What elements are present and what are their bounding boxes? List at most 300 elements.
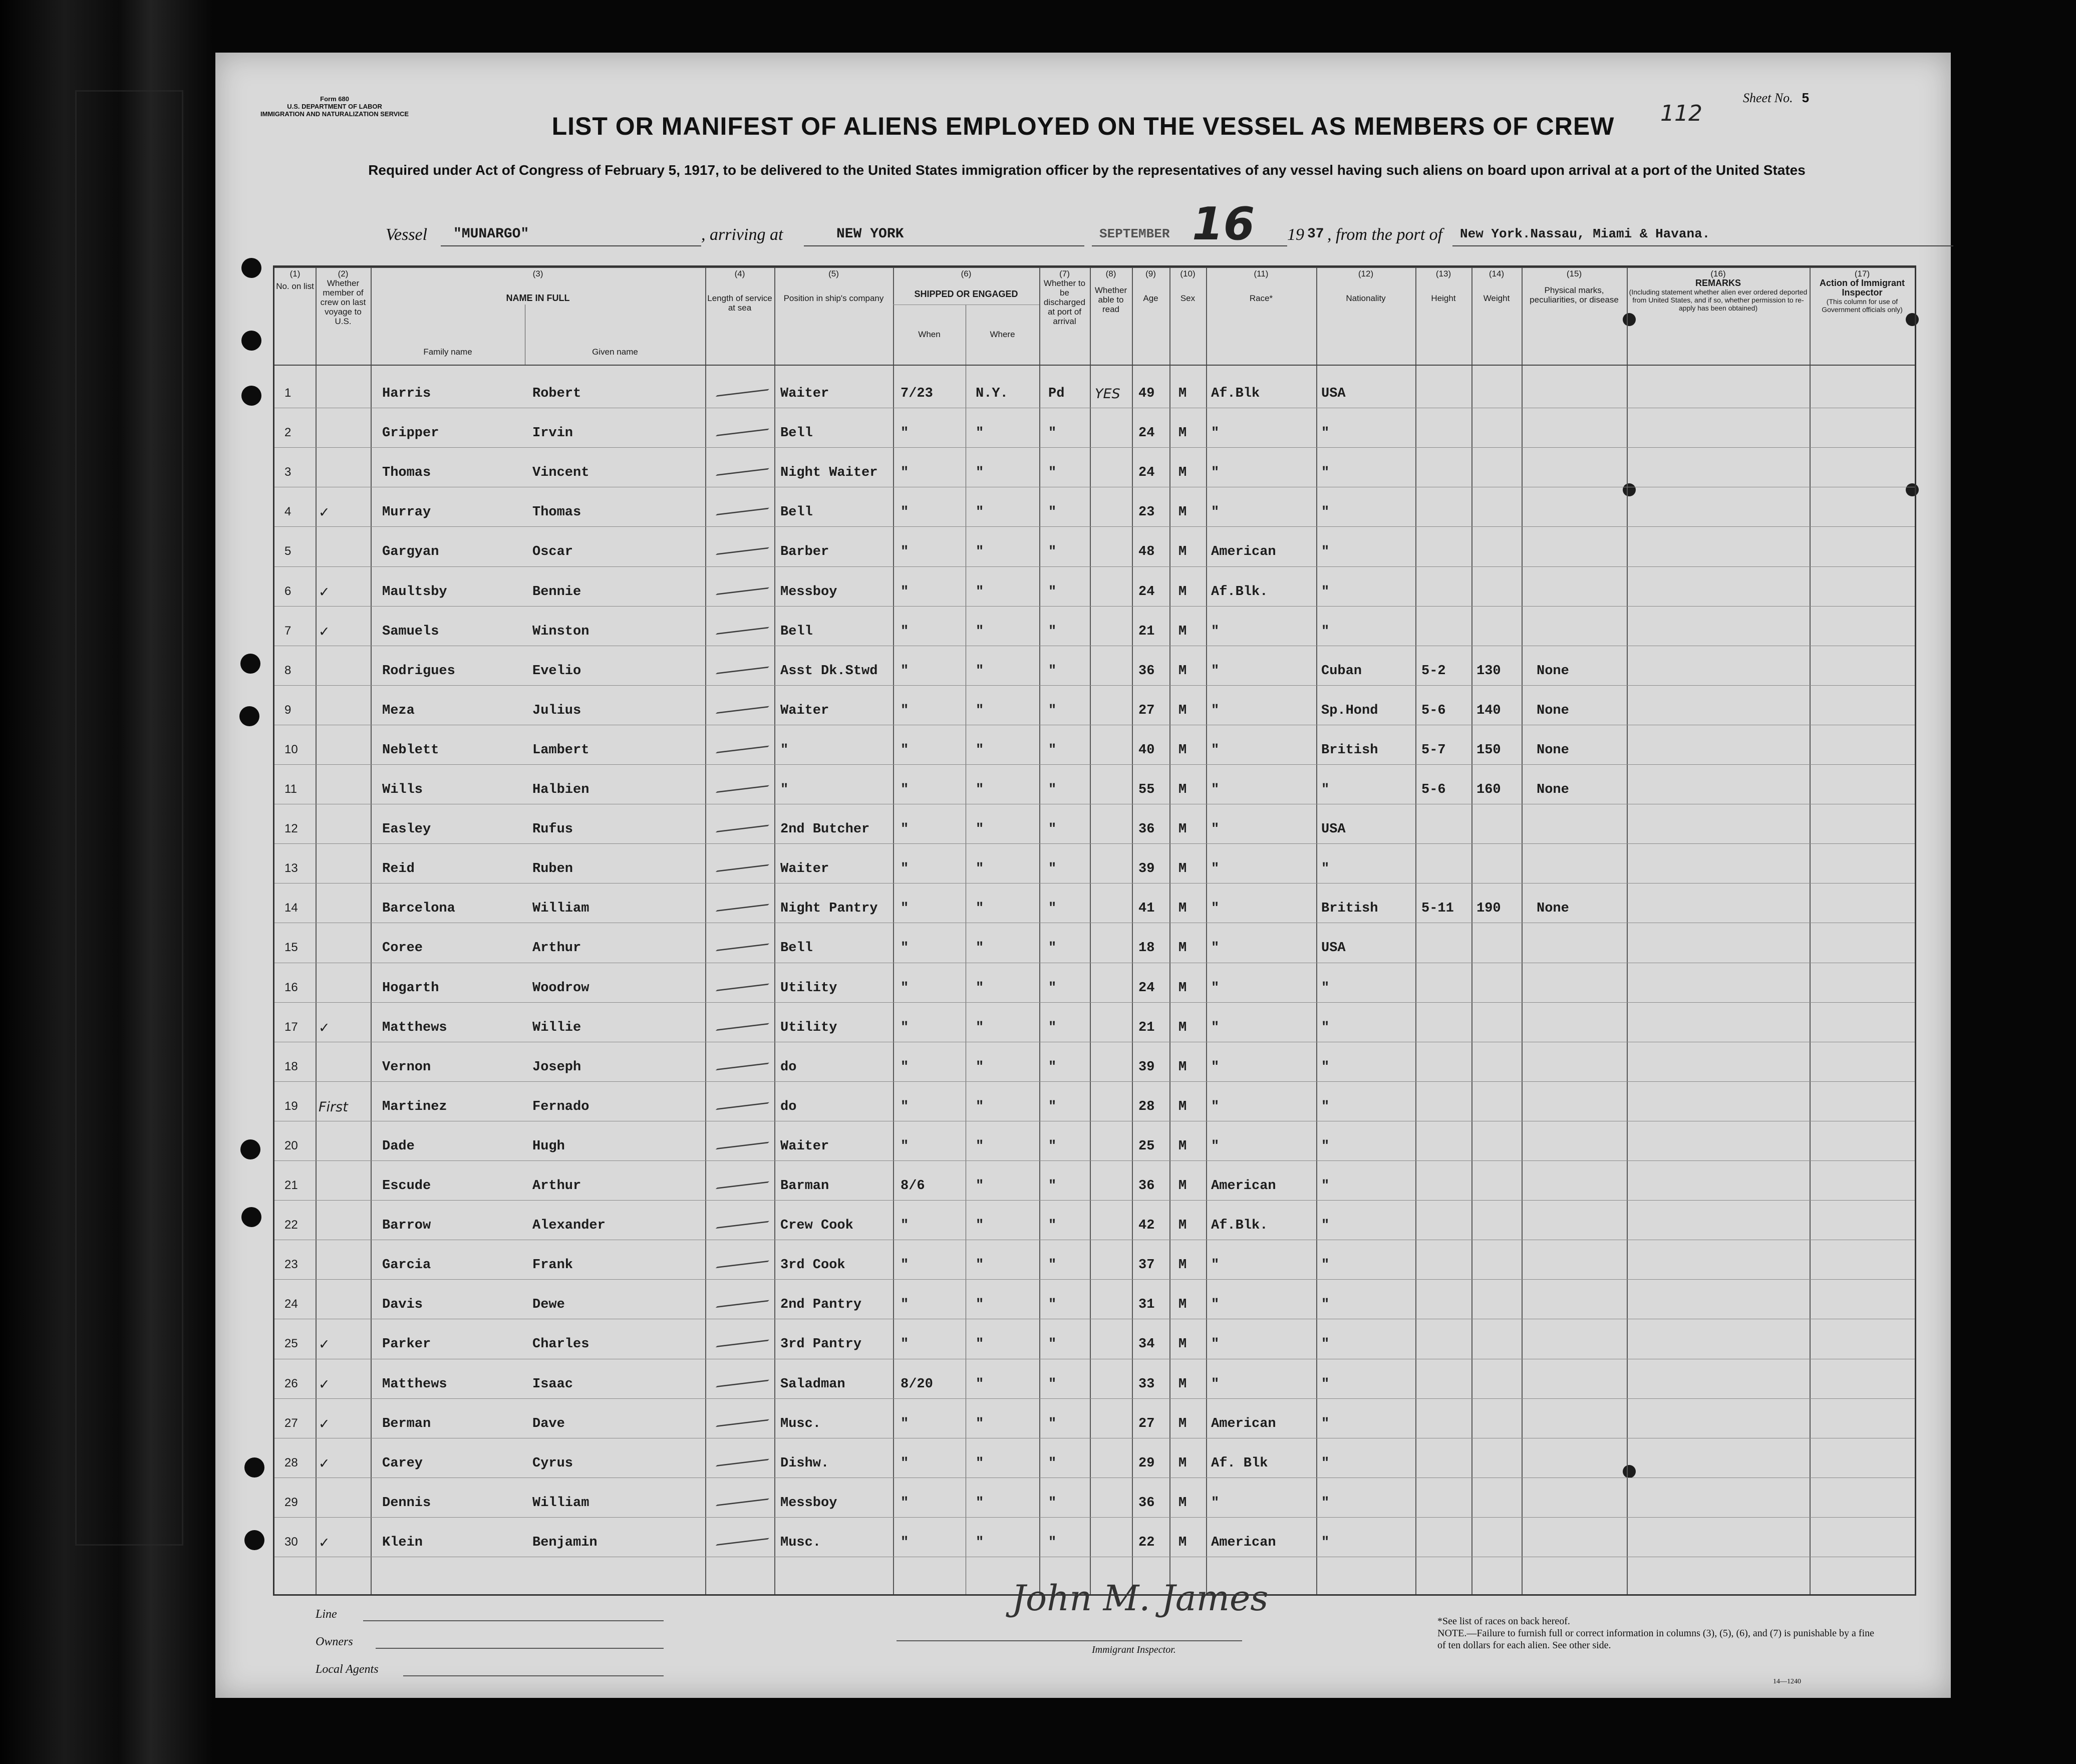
nationality: " — [1321, 544, 1330, 560]
position: Barman — [780, 1179, 829, 1194]
discharged-flag: " — [1048, 1138, 1057, 1154]
discharged-flag: " — [1048, 861, 1057, 877]
shipped-when: 8/6 — [901, 1179, 925, 1194]
discharged-flag: " — [1048, 1258, 1057, 1273]
family-name: Garcia — [382, 1258, 431, 1273]
sex: M — [1178, 1258, 1187, 1273]
race: American — [1211, 544, 1276, 560]
shipped-where: " — [976, 861, 984, 877]
shipped-when: " — [901, 1218, 909, 1234]
manifest-page — [215, 53, 1951, 1698]
position: Utility — [780, 1020, 837, 1035]
family-name-header: Family name — [423, 347, 472, 357]
race: " — [1211, 1020, 1220, 1035]
film-strip — [75, 90, 183, 1546]
shipped-where: " — [976, 1297, 984, 1313]
age: 25 — [1138, 1138, 1155, 1154]
age: 40 — [1138, 742, 1155, 758]
nationality: USA — [1321, 941, 1346, 956]
race: Af. Blk — [1211, 1455, 1268, 1471]
family-name: Meza — [382, 703, 415, 718]
crew-table — [273, 265, 1916, 1596]
physical-marks: None — [1537, 742, 1569, 758]
vessel-name: "MUNARGO" — [453, 226, 529, 242]
discharged-flag: " — [1048, 1099, 1057, 1114]
family-name: Dade — [382, 1138, 415, 1154]
col-16-header: (16) REMARKS (Including statement whether alien ever ordered deported from United States, and if so, whether permission to re-apply has been obtained) — [1629, 269, 1808, 312]
col-9-header: (9) Age — [1143, 269, 1158, 303]
year-prefix: 19 — [1287, 225, 1304, 244]
position: Waiter — [780, 386, 829, 401]
position: 2nd Butcher — [780, 822, 870, 837]
physical-marks: None — [1537, 703, 1569, 718]
race: Af.Blk — [1211, 386, 1260, 401]
row-number: 16 — [284, 980, 298, 994]
shipped-where: " — [976, 1218, 984, 1234]
row-number: 28 — [284, 1455, 298, 1469]
row-number: 14 — [284, 901, 298, 915]
discharged-flag: " — [1048, 1535, 1057, 1550]
col-17-header: (17) Action of Immigrant Inspector (This column for use of Government officials only) — [1820, 269, 1905, 314]
department-name: U.S. DEPARTMENT OF LABOR — [287, 103, 382, 110]
row-rule — [274, 566, 1915, 567]
discharged-flag: " — [1048, 1376, 1057, 1392]
nationality: " — [1321, 1337, 1330, 1352]
shipped-where: " — [976, 426, 984, 441]
shipped-when: " — [901, 1455, 909, 1471]
sex: M — [1178, 386, 1187, 401]
col-4-header: (4) Length of service at sea — [707, 269, 772, 313]
discharged-flag: " — [1048, 1495, 1057, 1511]
nationality: " — [1321, 624, 1330, 639]
age: 18 — [1138, 941, 1155, 956]
nationality: " — [1321, 426, 1330, 441]
row-number: 22 — [284, 1218, 298, 1232]
given-name: Isaac — [532, 1376, 573, 1392]
shipped-when: " — [901, 1337, 909, 1352]
row-number: 20 — [284, 1138, 298, 1152]
discharged-flag: " — [1048, 426, 1057, 441]
sex: M — [1178, 544, 1187, 560]
row-rule — [274, 606, 1915, 607]
race: " — [1211, 465, 1220, 481]
nationality: " — [1321, 1059, 1330, 1075]
sex: M — [1178, 703, 1187, 718]
discharged-flag: " — [1048, 624, 1057, 639]
race: American — [1211, 1416, 1276, 1431]
row-number: 15 — [284, 941, 298, 955]
race: " — [1211, 1099, 1220, 1114]
given-name: Oscar — [532, 544, 573, 560]
shipped-where: " — [976, 1495, 984, 1511]
form-number: Form 680 — [320, 95, 349, 103]
row-number: 27 — [284, 1416, 298, 1430]
shipped-when: " — [901, 624, 909, 639]
arriving-port: NEW YORK — [836, 226, 904, 242]
discharged-flag: " — [1048, 465, 1057, 481]
discharged-flag: " — [1048, 1179, 1057, 1194]
race: " — [1211, 1138, 1220, 1154]
shipped-when: " — [901, 703, 909, 718]
age: 49 — [1138, 386, 1155, 401]
shipped-when: " — [901, 1416, 909, 1431]
family-name: Neblett — [382, 742, 439, 758]
row-number: 11 — [284, 782, 297, 796]
inspector-signature: John M. James — [1012, 1578, 1269, 1619]
shipped-when: " — [901, 901, 909, 917]
position: Night Waiter — [780, 465, 878, 481]
sex: M — [1178, 1138, 1187, 1154]
age: 21 — [1138, 1020, 1155, 1035]
col-15-header: (15) Physical marks, peculiarities, or disease — [1530, 269, 1619, 305]
given-name: Dave — [532, 1416, 565, 1431]
position: Bell — [780, 426, 813, 441]
col-11-header: (11) Race* — [1249, 269, 1273, 303]
discharged-flag: " — [1048, 584, 1057, 600]
given-name: Bennie — [532, 584, 581, 600]
discharged-flag: Pd — [1048, 386, 1065, 401]
position: Waiter — [780, 861, 829, 877]
sheet-number: 5 — [1802, 90, 1810, 105]
row-rule — [274, 1279, 1915, 1280]
given-name: Arthur — [532, 941, 581, 956]
family-name: Davis — [382, 1297, 423, 1313]
shipped-where: " — [976, 822, 984, 837]
race: " — [1211, 426, 1220, 441]
row-rule — [274, 883, 1915, 884]
weight: 150 — [1476, 742, 1501, 758]
shipped-when: 8/20 — [901, 1376, 933, 1392]
family-name: Thomas — [382, 465, 431, 481]
position: Utility — [780, 980, 837, 996]
age: 24 — [1138, 465, 1155, 481]
row-number: 13 — [284, 861, 298, 875]
shipped-where: " — [976, 465, 984, 481]
given-name: Frank — [532, 1258, 573, 1273]
family-name: Easley — [382, 822, 431, 837]
physical-marks: None — [1537, 663, 1569, 679]
punch-hole — [241, 386, 261, 406]
shipped-where: " — [976, 980, 984, 996]
last-voyage-mark: ✓ — [319, 1337, 330, 1353]
nationality: " — [1321, 861, 1330, 877]
nationality: " — [1321, 1297, 1330, 1313]
family-name: Escude — [382, 1179, 431, 1194]
position: Dishw. — [780, 1455, 829, 1471]
sex: M — [1178, 1218, 1187, 1234]
discharged-flag: " — [1048, 505, 1057, 520]
position: Musc. — [780, 1416, 821, 1431]
row-number: 25 — [284, 1337, 298, 1351]
sex: M — [1178, 1495, 1187, 1511]
sheet-number-field — [1743, 90, 1809, 106]
nationality: " — [1321, 584, 1330, 600]
manifest-title: LIST OR MANIFEST OF ALIENS EMPLOYED ON THE VESSEL AS MEMBERS OF CREW — [551, 112, 1615, 140]
punch-hole — [239, 706, 259, 726]
given-name: Vincent — [532, 465, 589, 481]
row-rule — [274, 1160, 1915, 1161]
shipped-when: " — [901, 980, 909, 996]
col-10-header: (10) Sex — [1180, 269, 1196, 303]
sex: M — [1178, 861, 1187, 877]
race: American — [1211, 1179, 1276, 1194]
col-6-header: (6) SHIPPED OR ENGAGED — [914, 269, 1018, 299]
discharged-flag: " — [1048, 1455, 1057, 1471]
row-rule — [274, 526, 1915, 527]
given-name: Arthur — [532, 1179, 581, 1194]
sex: M — [1178, 584, 1187, 600]
shipped-where: " — [976, 1179, 984, 1194]
position: Crew Cook — [780, 1218, 853, 1234]
position: Bell — [780, 505, 813, 520]
discharged-flag: " — [1048, 1416, 1057, 1431]
last-voyage-mark: ✓ — [319, 1376, 330, 1392]
sex: M — [1178, 742, 1187, 758]
row-number: 21 — [284, 1179, 298, 1192]
col-2-header: (2) Whether member of crew on last voyage to U.S. — [320, 269, 366, 326]
nationality: British — [1321, 901, 1378, 917]
sex: M — [1178, 980, 1187, 996]
nationality: " — [1321, 1535, 1330, 1550]
age: 27 — [1138, 1416, 1155, 1431]
discharged-flag: " — [1048, 544, 1057, 560]
arrival-day: 16 — [1192, 198, 1255, 250]
height: 5-7 — [1421, 742, 1446, 758]
shipped-when: " — [901, 822, 909, 837]
age: 31 — [1138, 1297, 1155, 1313]
age: 48 — [1138, 544, 1155, 560]
race: American — [1211, 1535, 1276, 1550]
line-label: Line — [316, 1608, 337, 1621]
family-name: Murray — [382, 505, 431, 520]
age: 36 — [1138, 1495, 1155, 1511]
race: " — [1211, 1059, 1220, 1075]
race: " — [1211, 861, 1220, 877]
punch-hole — [240, 1139, 260, 1159]
given-name-header: Given name — [592, 347, 638, 357]
age: 28 — [1138, 1099, 1155, 1114]
sex: M — [1178, 1416, 1187, 1431]
discharged-flag: " — [1048, 901, 1057, 917]
race: " — [1211, 782, 1220, 797]
last-voyage-mark: ✓ — [319, 624, 330, 640]
position: 2nd Pantry — [780, 1297, 862, 1313]
shipped-when: " — [901, 941, 909, 956]
shipped-when: " — [901, 544, 909, 560]
race: " — [1211, 505, 1220, 520]
position: 3rd Cook — [780, 1258, 845, 1273]
family-name: Matthews — [382, 1376, 447, 1392]
position: 3rd Pantry — [780, 1337, 862, 1352]
given-name: Halbien — [532, 782, 589, 797]
race: " — [1211, 1258, 1220, 1273]
discharged-flag: " — [1048, 980, 1057, 996]
col-1-header: (1) No. on list — [276, 269, 314, 291]
family-name: Rodrigues — [382, 663, 455, 679]
col-5-header: (5) Position in ship's company — [783, 269, 884, 303]
shipped-where: " — [976, 742, 984, 758]
family-name: Klein — [382, 1535, 423, 1550]
shipped-when: " — [901, 1099, 909, 1114]
sex: M — [1178, 505, 1187, 520]
race: " — [1211, 901, 1220, 917]
row-number: 4 — [284, 505, 291, 519]
nationality: Cuban — [1321, 663, 1362, 679]
given-name: William — [532, 901, 589, 917]
family-name: Vernon — [382, 1059, 431, 1075]
penalty-note: NOTE.—Failure to furnish full or correct information in columns (3), (5), (6), and (7) is punishable by a fine of ten dollars for each alien. See other side. — [1437, 1628, 1875, 1651]
race: Af.Blk. — [1211, 1218, 1268, 1234]
weight: 190 — [1476, 901, 1501, 917]
shipped-where: " — [976, 1020, 984, 1035]
punch-hole — [244, 1457, 264, 1478]
given-name: William — [532, 1495, 589, 1511]
last-voyage-mark: ✓ — [319, 505, 330, 521]
given-name: Charles — [532, 1337, 589, 1352]
given-name: Irvin — [532, 426, 573, 441]
row-rule — [274, 1517, 1915, 1518]
family-name: Gargyan — [382, 544, 439, 560]
weight: 160 — [1476, 782, 1501, 797]
age: 37 — [1138, 1258, 1155, 1273]
row-number: 8 — [284, 663, 291, 677]
discharged-flag: " — [1048, 822, 1057, 837]
row-number: 3 — [284, 465, 291, 479]
race: " — [1211, 822, 1220, 837]
arrival-year: 37 — [1307, 226, 1324, 242]
shipped-when: " — [901, 861, 909, 877]
row-number: 2 — [284, 426, 291, 440]
sex: M — [1178, 426, 1187, 441]
given-name: Cyrus — [532, 1455, 573, 1471]
race: Af.Blk. — [1211, 584, 1268, 600]
punch-hole — [241, 258, 261, 278]
family-name: Gripper — [382, 426, 439, 441]
last-voyage-mark: First — [319, 1099, 348, 1115]
family-name: Barrow — [382, 1218, 431, 1234]
nationality: " — [1321, 465, 1330, 481]
shipped-when: " — [901, 1495, 909, 1511]
nationality: USA — [1321, 822, 1346, 837]
age: 24 — [1138, 584, 1155, 600]
last-voyage-mark: ✓ — [319, 1455, 330, 1472]
last-voyage-mark: ✓ — [319, 1416, 330, 1432]
sex: M — [1178, 782, 1187, 797]
age: 39 — [1138, 1059, 1155, 1075]
shipped-when: " — [901, 426, 909, 441]
family-name: Parker — [382, 1337, 431, 1352]
shipped-when: " — [901, 465, 909, 481]
vessel-line — [386, 198, 1988, 250]
sex: M — [1178, 624, 1187, 639]
discharged-flag: " — [1048, 663, 1057, 679]
discharged-flag: " — [1048, 703, 1057, 718]
family-name: Reid — [382, 861, 415, 877]
row-rule — [274, 1200, 1915, 1201]
shipped-where: " — [976, 1138, 984, 1154]
punch-hole — [240, 654, 260, 674]
col-14-header: (14) Weight — [1483, 269, 1510, 303]
discharged-flag: " — [1048, 1297, 1057, 1313]
given-name: Robert — [532, 386, 581, 401]
age: 34 — [1138, 1337, 1155, 1352]
shipped-when: " — [901, 1020, 909, 1035]
local-agents-label: Local Agents — [316, 1663, 379, 1676]
row-number: 6 — [284, 584, 291, 598]
from-port: New York.Nassau, Miami & Havana. — [1460, 226, 1710, 241]
discharged-flag: " — [1048, 1020, 1057, 1035]
family-name: Hogarth — [382, 980, 439, 996]
race: " — [1211, 1297, 1220, 1313]
row-number: 23 — [284, 1258, 298, 1272]
age: 36 — [1138, 822, 1155, 837]
shipped-where: " — [976, 1337, 984, 1352]
weight: 140 — [1476, 703, 1501, 718]
age: 36 — [1138, 1179, 1155, 1194]
footnotes — [1437, 1615, 1878, 1651]
given-name: Hugh — [532, 1138, 565, 1154]
sex: M — [1178, 1376, 1187, 1392]
family-name: Berman — [382, 1416, 431, 1431]
shipped-where: " — [976, 941, 984, 956]
shipped-when: " — [901, 1138, 909, 1154]
able-to-read: YES — [1095, 386, 1120, 402]
weight: 130 — [1476, 663, 1501, 679]
given-name: Benjamin — [532, 1535, 598, 1550]
given-name: Evelio — [532, 663, 581, 679]
sex: M — [1178, 941, 1187, 956]
row-number: 7 — [284, 624, 291, 638]
age: 21 — [1138, 624, 1155, 639]
age: 42 — [1138, 1218, 1155, 1234]
race: " — [1211, 703, 1220, 718]
age: 33 — [1138, 1376, 1155, 1392]
shipped-where: " — [976, 782, 984, 797]
nationality: " — [1321, 1258, 1330, 1273]
row-number: 18 — [284, 1059, 298, 1073]
discharged-flag: " — [1048, 941, 1057, 956]
row-number: 29 — [284, 1495, 298, 1509]
family-name: Samuels — [382, 624, 439, 639]
nationality: " — [1321, 1495, 1330, 1511]
nationality: British — [1321, 742, 1378, 758]
row-rule — [274, 843, 1915, 844]
nationality: " — [1321, 1020, 1330, 1035]
given-name: Ruben — [532, 861, 573, 877]
age: 24 — [1138, 426, 1155, 441]
position: " — [780, 782, 789, 797]
family-name: Dennis — [382, 1495, 431, 1511]
sex: M — [1178, 901, 1187, 917]
given-name: Fernado — [532, 1099, 589, 1114]
row-number: 19 — [284, 1099, 298, 1113]
shipped-where: N.Y. — [976, 386, 1008, 401]
height: 5-6 — [1421, 782, 1446, 797]
race: " — [1211, 624, 1220, 639]
list-number: 112 — [1660, 101, 1702, 126]
shipped-when: " — [901, 663, 909, 679]
punch-hole — [241, 1207, 261, 1227]
row-rule — [274, 685, 1915, 686]
race: " — [1211, 663, 1220, 679]
row-rule — [274, 764, 1915, 765]
sex: M — [1178, 465, 1187, 481]
nationality: Sp.Hond — [1321, 703, 1378, 718]
shipped-when: " — [901, 505, 909, 520]
row-number: 9 — [284, 703, 291, 717]
given-name: Rufus — [532, 822, 573, 837]
position: Messboy — [780, 1495, 837, 1511]
